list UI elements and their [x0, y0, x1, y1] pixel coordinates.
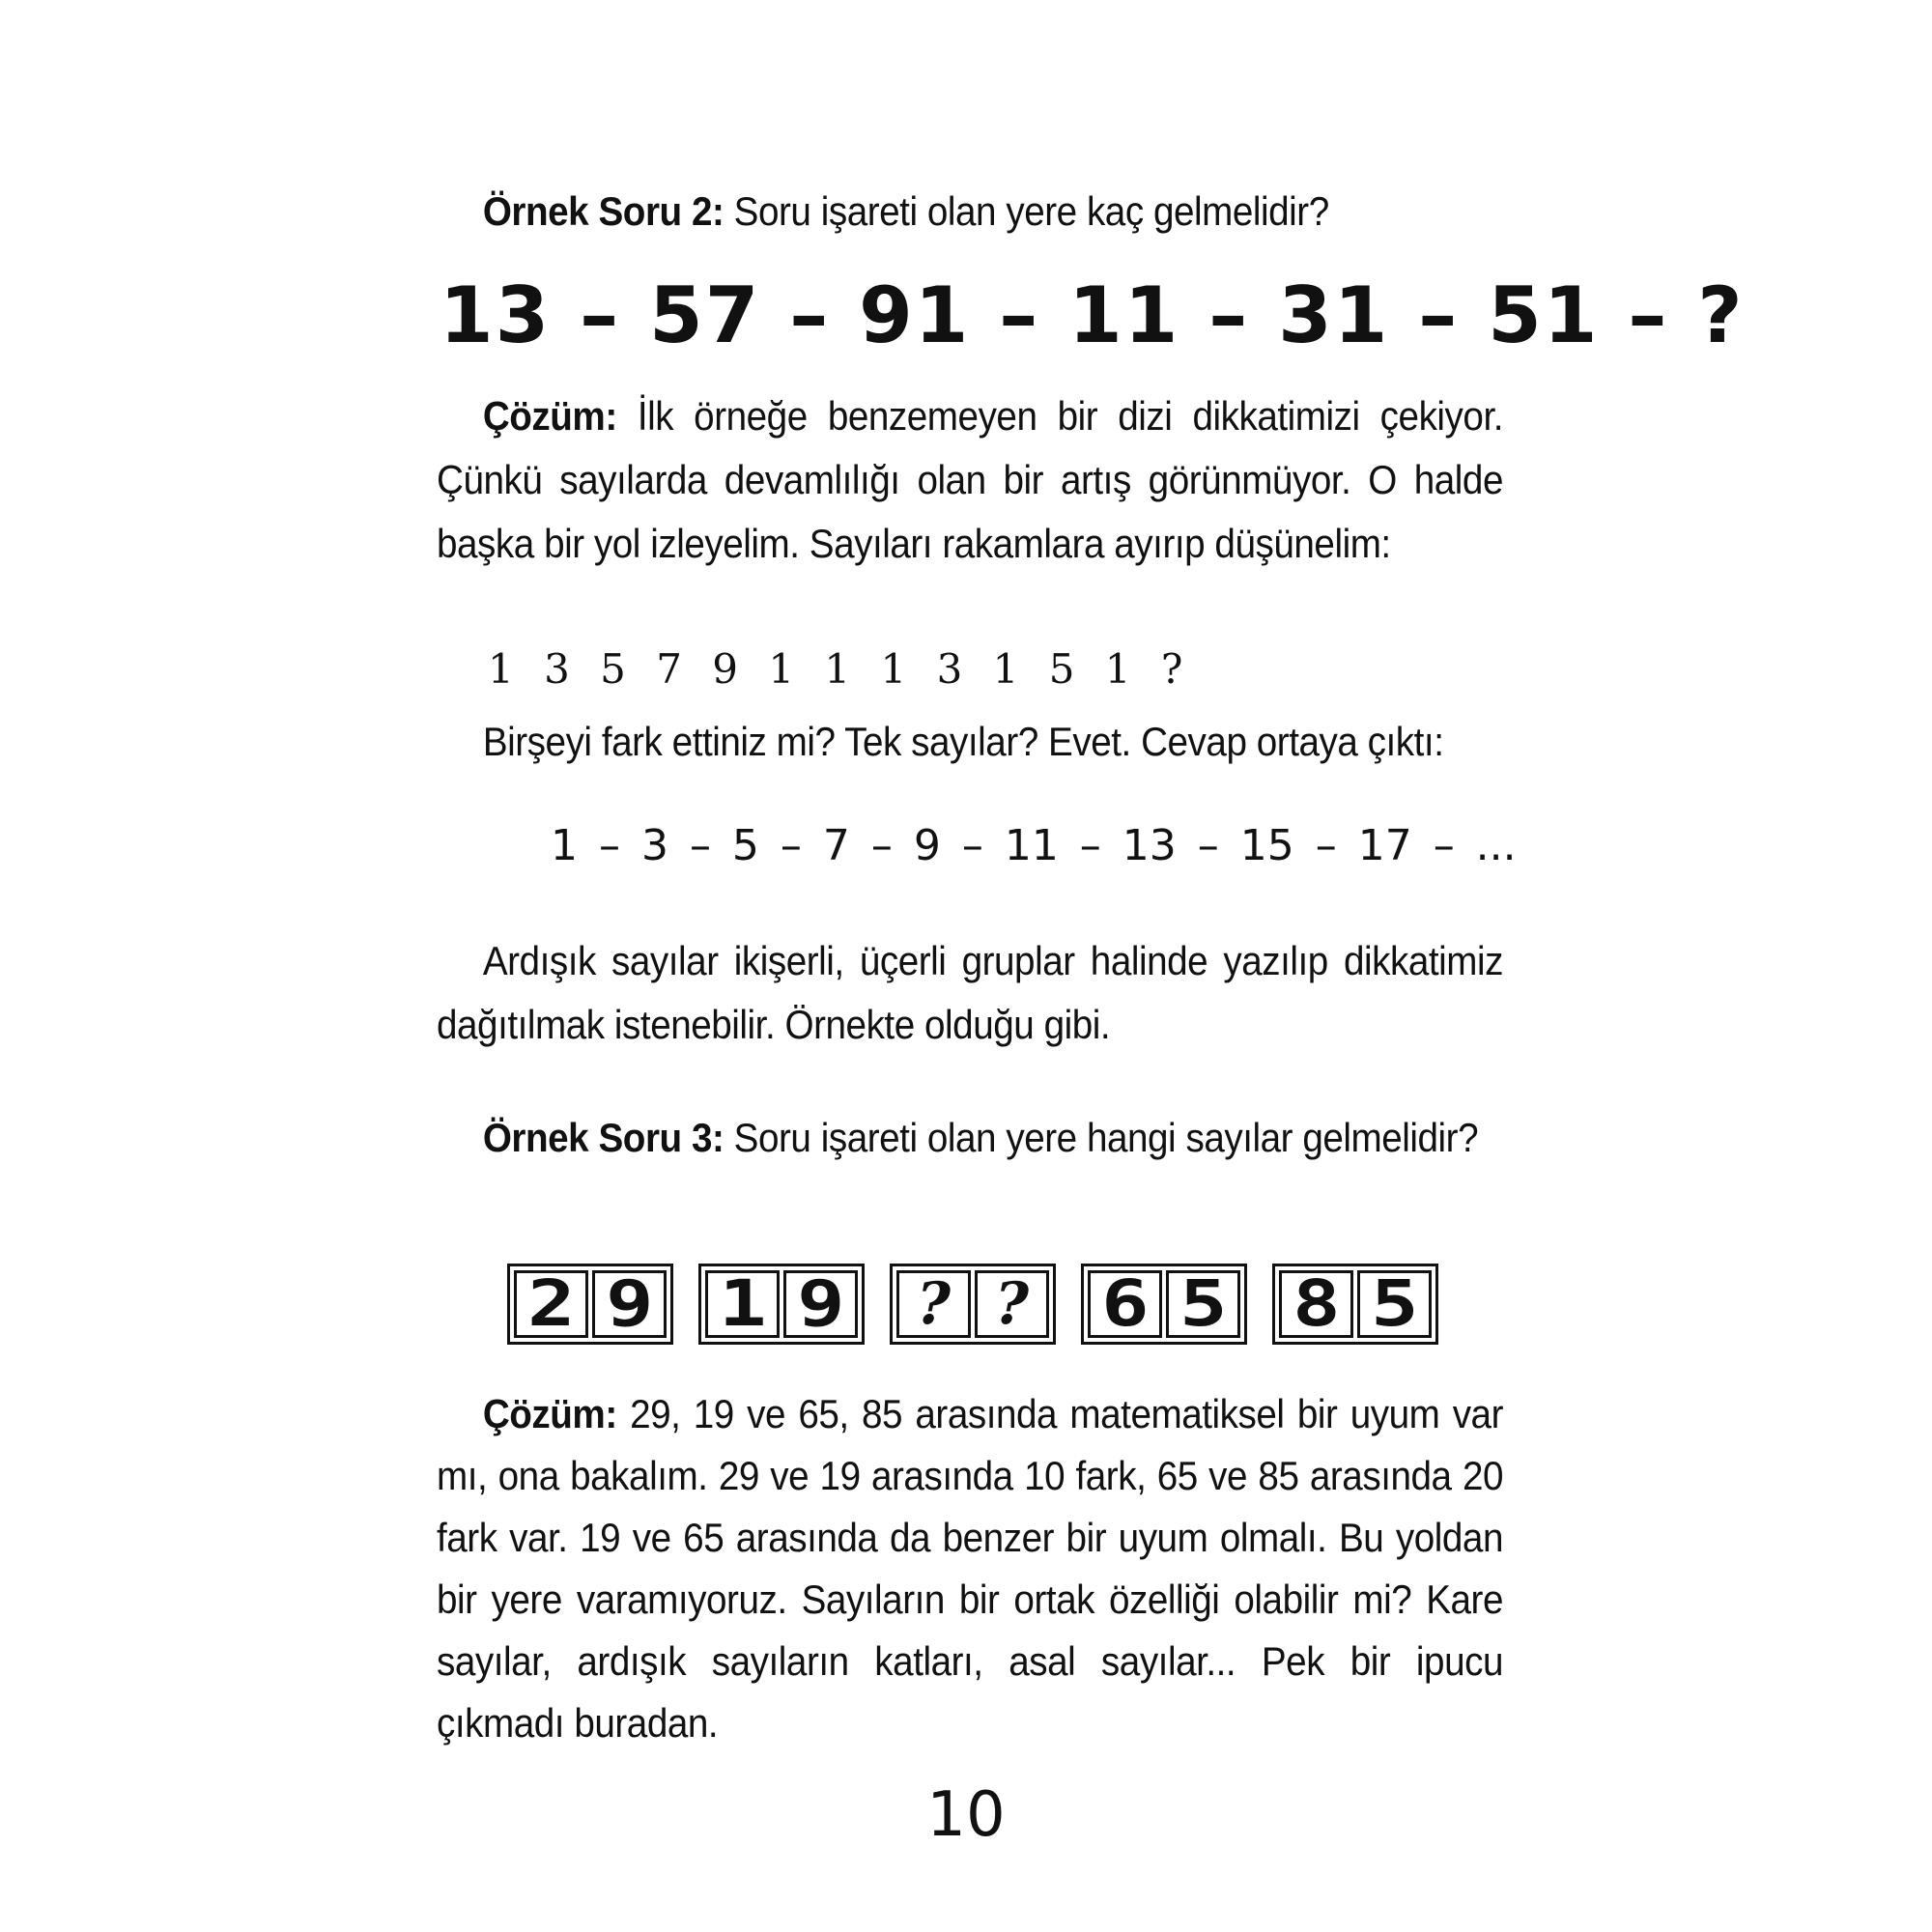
page-number: 10 — [926, 1779, 1006, 1851]
box-cell: 5 — [1166, 1270, 1240, 1338]
box-cell: ? — [975, 1270, 1049, 1338]
box-cell: ? — [896, 1270, 971, 1338]
question-3-label: Örnek Soru 3: — [482, 1115, 724, 1160]
box-pair-unknown — [890, 1264, 1056, 1345]
box-pair-4 — [1272, 1264, 1438, 1345]
question-3 — [437, 1106, 1504, 1170]
box-cell: 5 — [1357, 1270, 1432, 1338]
odd-number-sequence: 1 – 3 – 5 – 7 – 9 – 11 – 13 – 15 – 17 – ... — [551, 821, 1517, 870]
question-2-label: Örnek Soru 2: — [482, 188, 724, 234]
solution-1-text: İlk örneğe benzemeyen bir dizi dikkatimizi çekiyor. Çünkü sayılarda devamlılığı olan bir artış görünmüyor. O halde başka bir yol izleyelim. Sayıları rakamlara ayırıp düşünelim: — [437, 393, 1503, 566]
box-pair-2 — [698, 1264, 865, 1345]
question-3-text: Soru işareti olan yere hangi sayılar gelmelidir? — [724, 1115, 1479, 1160]
box-cell: 9 — [592, 1270, 667, 1338]
solution-2-label: Çözüm: — [482, 1391, 617, 1436]
notice-line: Birşeyi fark ettiniz mi? Tek sayılar? Evet. Cevap ortaya çıktı: — [482, 719, 1444, 764]
number-sequence: 13 – 57 – 91 – 11 – 31 – 51 – ? — [440, 270, 1745, 360]
box-cell: 1 — [705, 1270, 780, 1338]
solution-2 — [437, 1383, 1504, 1754]
box-cell: 9 — [783, 1270, 858, 1338]
solution-1-label: Çözüm: — [482, 393, 617, 439]
solution-2-text: 29, 19 ve 65, 85 arasında matematiksel bir uyum var mı, ona bakalım. 29 ve 19 arasında 10 fark, 65 ve 85 arasında 20 fark var. 19 ve 65 arasında da benzer bir uyum olmalı. Bu yoldan bir yere varamıyoruz. Sayıların bir ortak özelliği olabilir mi? Kare sayılar, ardışık sayıların katları, asal sayılar... Pek bir ipucu çıkmadı buradan. — [437, 1391, 1503, 1746]
question-2 — [437, 180, 1504, 243]
box-pair-3 — [1081, 1264, 1247, 1345]
box-cell: 2 — [514, 1270, 588, 1338]
box-pair-1 — [507, 1264, 673, 1345]
digit-sequence: 1 3 5 7 9 1 1 1 3 1 5 1 ? — [488, 645, 1192, 693]
solution-1 — [437, 384, 1504, 576]
box-cell: 8 — [1279, 1270, 1353, 1338]
question-2-text: Soru işareti olan yere kaç gelmelidir? — [724, 188, 1329, 234]
box-cell: 6 — [1088, 1270, 1162, 1338]
consecutive-note: Ardışık sayılar ikişerli, üçerli gruplar halinde yazılıp dikkatimiz dağıtılmak istenebilir. Örnekte olduğu gibi. — [437, 938, 1504, 1047]
